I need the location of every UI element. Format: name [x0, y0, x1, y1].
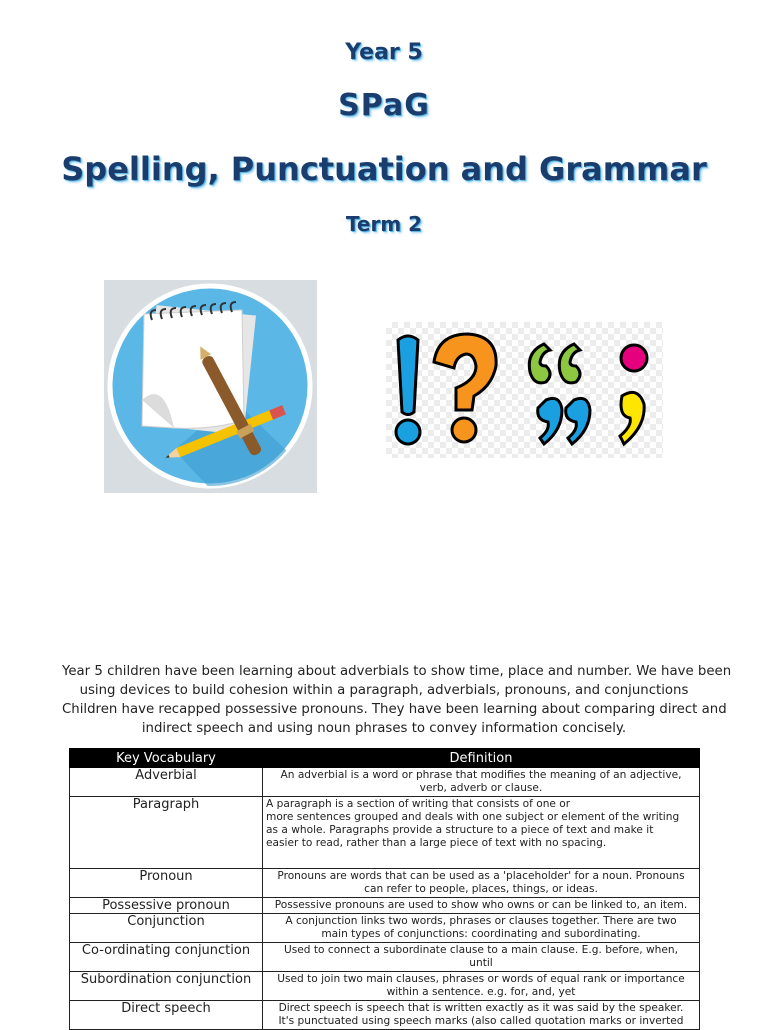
definition-line: as a whole. Paragraphs provide a structure to a piece of text and make it	[266, 824, 654, 836]
notepad-pen-pencil-icon	[104, 280, 317, 493]
table-row	[70, 869, 700, 898]
term-cell: Co-ordinating conjunction	[70, 943, 263, 972]
vocabulary-table	[69, 748, 700, 1030]
header-definition: Definition	[263, 749, 700, 768]
definition-line: A conjunction links two words, phrases or clauses together. There are two	[285, 915, 677, 927]
header-key-vocabulary: Key Vocabulary	[70, 749, 263, 768]
term-cell: Adverbial	[70, 768, 263, 797]
definition-line: can refer to people, places, things, or ideas.	[364, 883, 598, 895]
table-row	[70, 797, 700, 869]
punctuation-marks-illustration	[386, 322, 663, 458]
table-row	[70, 914, 700, 943]
definition-line: until	[469, 957, 493, 969]
table-header-row	[70, 749, 700, 768]
intro-paragraph	[62, 662, 732, 738]
definition-cell	[263, 768, 700, 797]
definition-line: Possessive pronouns are used to show who owns or can be linked to, an item.	[274, 899, 688, 911]
title-spag: SPaG	[338, 88, 430, 123]
definition-line: within a sentence. e.g. for, and, yet	[386, 986, 576, 998]
definition-cell	[263, 972, 700, 1001]
definition-cell	[263, 943, 700, 972]
table-row	[70, 768, 700, 797]
definition-cell	[263, 898, 700, 914]
definition-line: A paragraph is a section of writing that consists of one or	[266, 798, 571, 810]
intro-line: indirect speech and using noun phrases to convey information concisely.	[141, 721, 627, 736]
intro-line: Children have recapped possessive pronouns. They have been learning about comparing direct and	[62, 702, 727, 717]
term-cell: Subordination conjunction	[70, 972, 263, 1001]
title-year: Year 5	[345, 40, 423, 65]
intro-line: Year 5 children have been learning about adverbials to show time, place and number. We have been	[62, 664, 732, 679]
term-cell: Possessive pronoun	[70, 898, 263, 914]
table-row	[70, 972, 700, 1001]
definition-line: easier to read, rather than a large piece of text with no spacing.	[266, 837, 607, 849]
title-full: Spelling, Punctuation and Grammar	[61, 150, 707, 188]
table-row	[70, 1001, 700, 1030]
definition-line: more sentences grouped and deals with one subject or element of the writing	[266, 811, 680, 823]
intro-line: using devices to build cohesion within a paragraph, adverbials, pronouns, and conjunctions	[79, 683, 689, 698]
term-cell: Conjunction	[70, 914, 263, 943]
table-row	[70, 898, 700, 914]
definition-cell	[263, 1001, 700, 1030]
definition-cell	[263, 869, 700, 898]
definition-line: Used to connect a subordinate clause to a main clause. E.g. before, when,	[283, 944, 678, 956]
definition-line: main types of conjunctions: coordinating and subordinating.	[321, 928, 641, 940]
table-row	[70, 943, 700, 972]
definition-line: It's punctuated using speech marks (also called quotation marks or inverted	[278, 1015, 684, 1027]
definition-line: verb, adverb or clause.	[419, 782, 543, 794]
definition-line: An adverbial is a word or phrase that modifies the meaning of an adjective,	[280, 769, 682, 781]
definition-line: Direct speech is speech that is written exactly as it was said by the speaker.	[278, 1002, 684, 1014]
term-cell: Direct speech	[70, 1001, 263, 1030]
term-cell: Pronoun	[70, 869, 263, 898]
definition-line: Used to join two main clauses, phrases or words of equal rank or importance	[277, 973, 685, 985]
definition-cell	[263, 797, 700, 869]
definition-cell	[263, 914, 700, 943]
definition-line: Pronouns are words that can be used as a 'placeholder' for a noun. Pronouns	[277, 870, 685, 882]
term-cell: Paragraph	[70, 797, 263, 869]
title-term: Term 2	[345, 212, 423, 236]
